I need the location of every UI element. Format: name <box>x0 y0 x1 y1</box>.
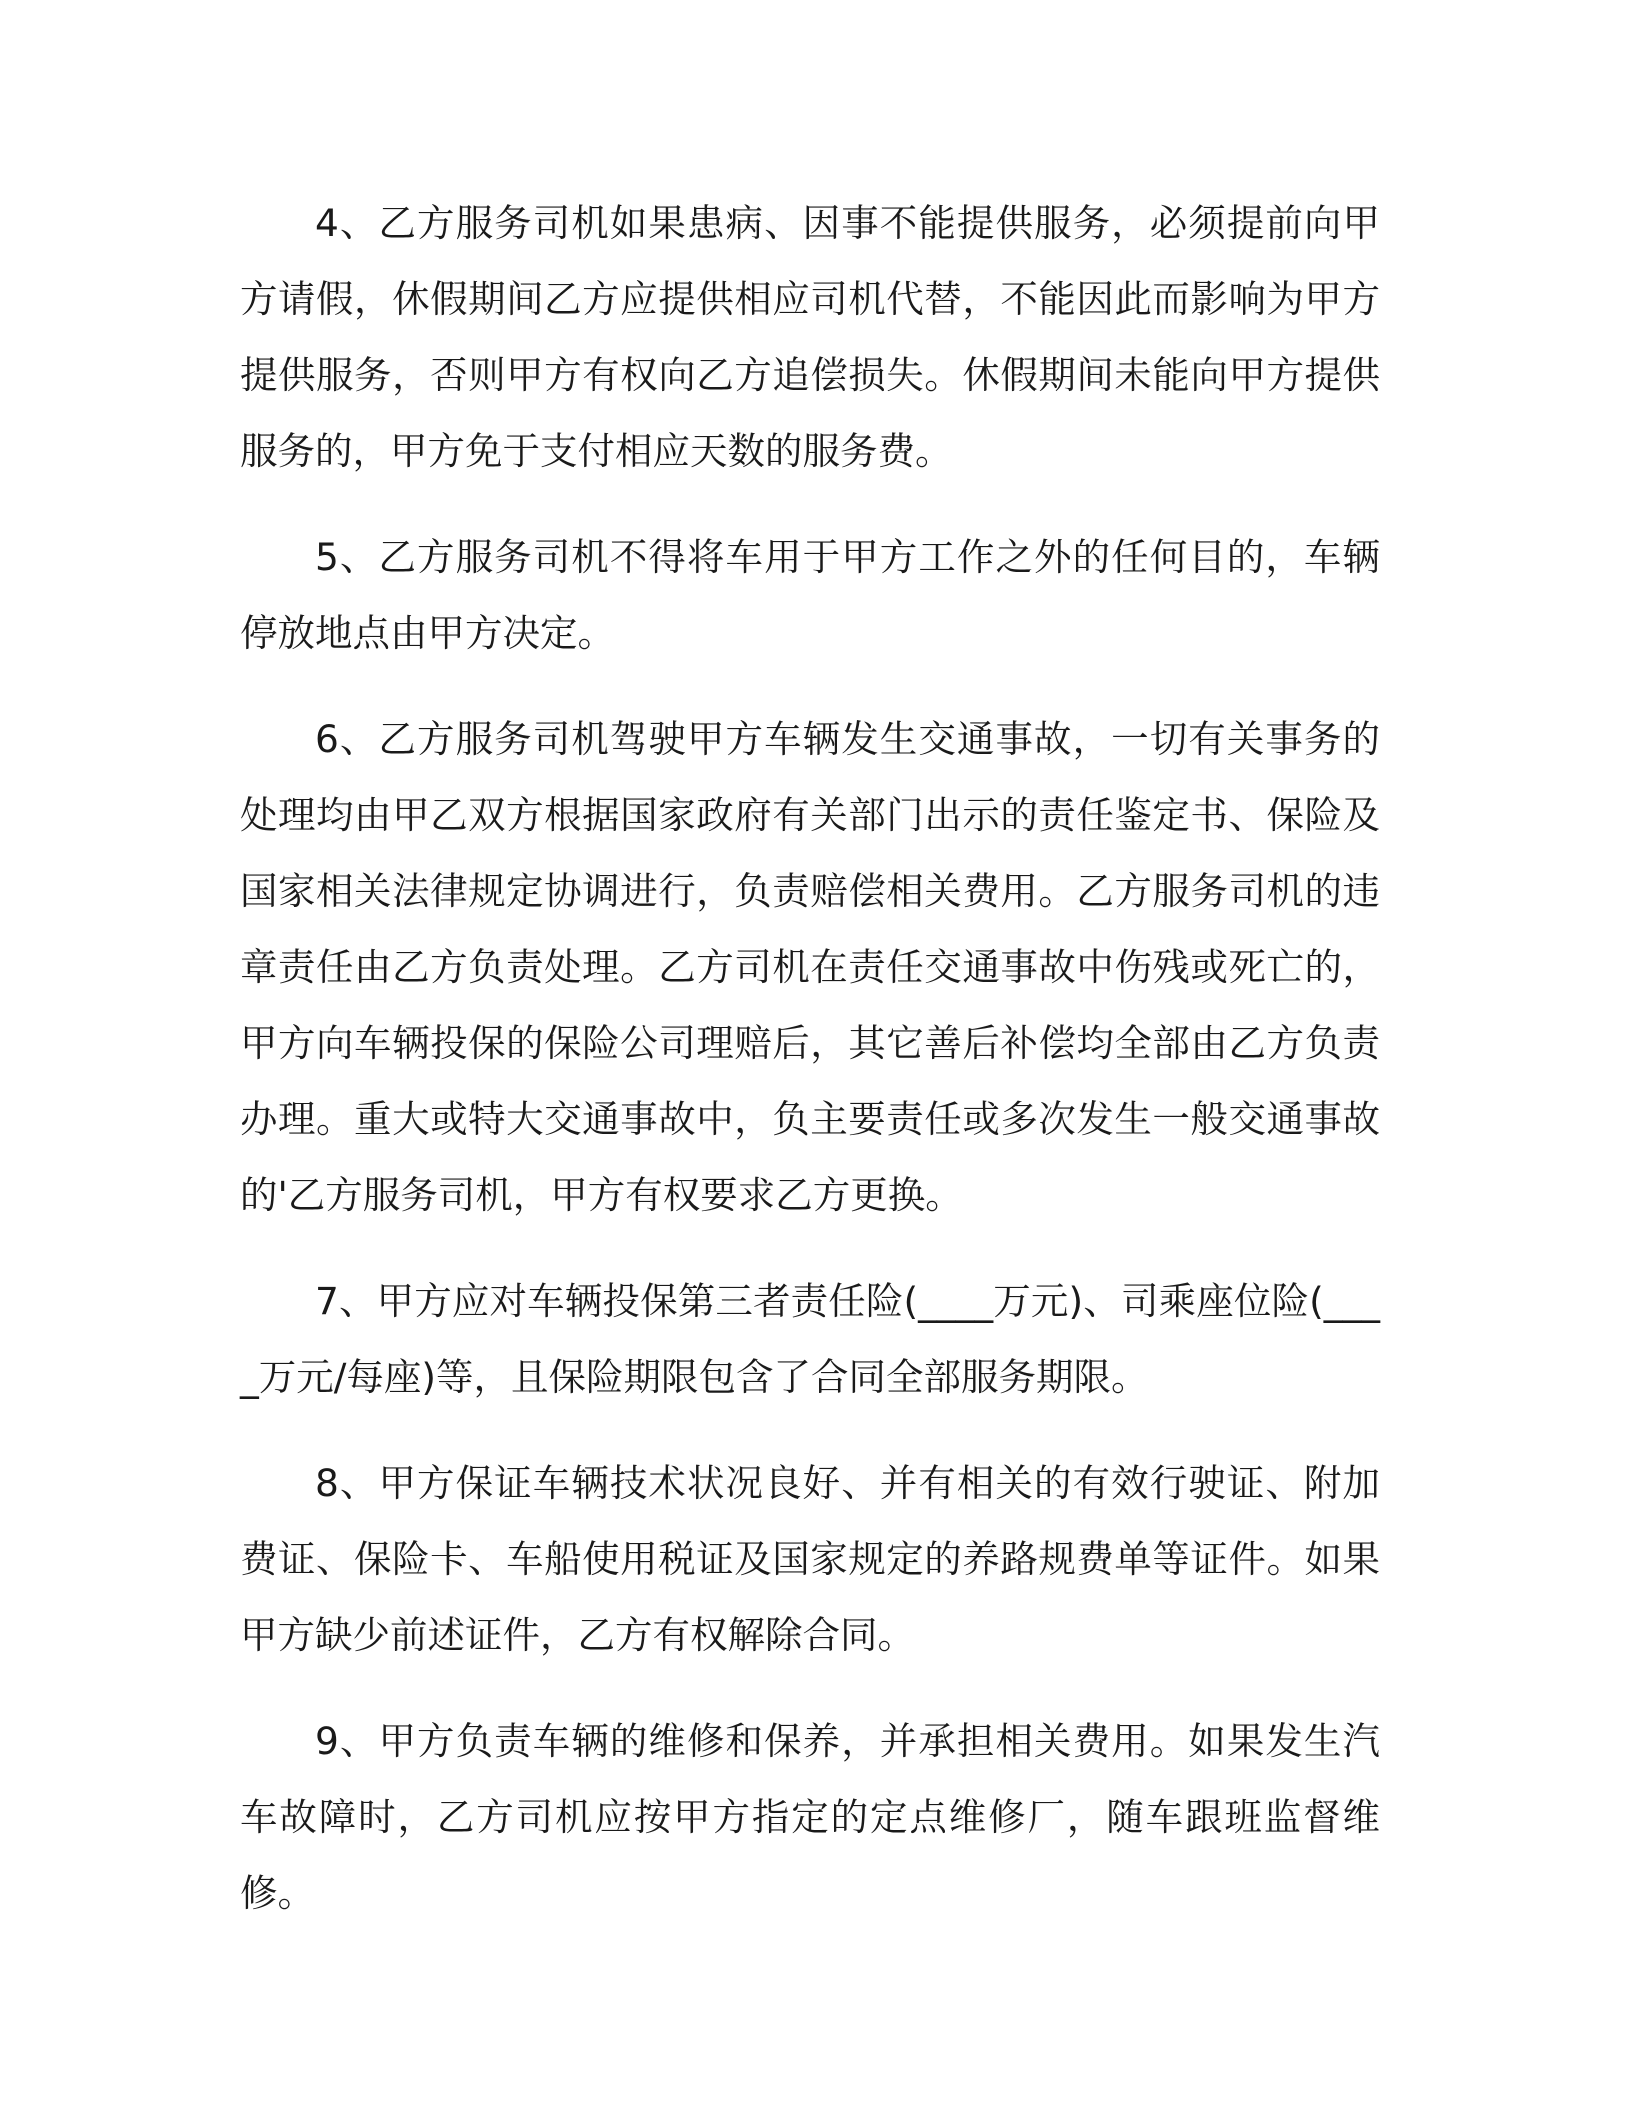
clause-8-paragraph: 8、甲方保证车辆技术状况良好、并有相关的有效行驶证、附加费证、保险卡、车船使用税证及国家规定的养路规费单等证件。如果甲方缺少前述证件，乙方有权解除合同。 <box>240 1461 1380 1657</box>
clause-4-paragraph: 4、乙方服务司机如果患病、因事不能提供服务，必须提前向甲方请假，休假期间乙方应提供相应司机代替，不能因此而影响为甲方提供服务，否则甲方有权向乙方追偿损失。休假期间未能向甲方提供服务的，甲方免于支付相应天数的服务费。 <box>240 201 1380 473</box>
clause-7-paragraph: 7、甲方应对车辆投保第三者责任险(____万元)、司乘座位险(____万元/每座)等，且保险期限包含了合同全部服务期限。 <box>240 1279 1380 1399</box>
clause-6-paragraph: 6、乙方服务司机驾驶甲方车辆发生交通事故，一切有关事务的处理均由甲乙双方根据国家政府有关部门出示的责任鉴定书、保险及国家相关法律规定协调进行，负责赔偿相关费用。乙方服务司机的违章责任由乙方负责处理。乙方司机在责任交通事故中伤残或死亡的，甲方向车辆投保的保险公司理赔后，其它善后补偿均全部由乙方负责办理。重大或特大交通事故中，负主要责任或多次发生一般交通事故的'乙方服务司机，甲方有权要求乙方更换。 <box>240 717 1380 1217</box>
document-body <box>240 185 1380 1931</box>
clause-5-paragraph: 5、乙方服务司机不得将车用于甲方工作之外的任何目的，车辆停放地点由甲方决定。 <box>240 535 1380 655</box>
clause-9-paragraph: 9、甲方负责车辆的维修和保养，并承担相关费用。如果发生汽车故障时，乙方司机应按甲方指定的定点维修厂，随车跟班监督维修。 <box>240 1719 1380 1915</box>
